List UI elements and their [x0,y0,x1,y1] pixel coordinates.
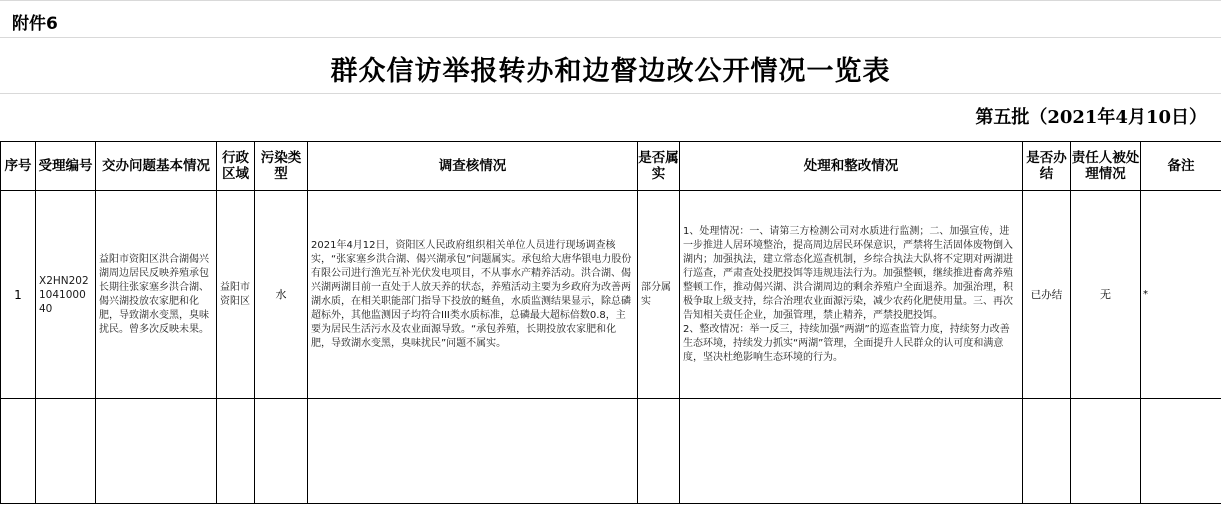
header-region: 行政区域 [217,142,255,191]
cell-no: 1 [1,191,36,399]
cell-case-no: X2HN202104100040 [36,191,96,399]
empty-cell [1141,399,1221,504]
table-header-row [1,142,1221,191]
empty-cell [638,399,680,504]
batch-label: 第五批（2021年4月10日） [975,107,1207,128]
header-accountability: 责任人被处理情况 [1071,142,1141,191]
cell-remarks: * [1141,191,1221,399]
header-handling: 处理和整改情况 [680,142,1023,191]
header-investigation: 调查核情况 [308,142,638,191]
cell-closed: 已办结 [1023,191,1071,399]
empty-cell [255,399,308,504]
cell-pollution: 水 [255,191,308,399]
cell-handling [680,191,1023,399]
cell-problem: 益阳市资阳区洪合湖偈兴湖周边居民反映养殖承包长期往张家塞乡洪合湖、偈兴湖投放农家肥和化肥，导致湖水变黑，臭味扰民。曾多次反映未果。 [96,191,217,399]
page-title: 群众信访举报转办和边督边改公开情况一览表 [330,56,891,87]
empty-cell [217,399,255,504]
empty-cell [308,399,638,504]
handling-part-2: 2、整改情况：举一反三，持续加强“两湖”的巡查监管力度，持续努力改善生态环境，持续发力抓实“两湖”管理，全面提升人民群众的认可度和满意度，坚决杜绝影响生态环境的行为。 [683,323,1010,363]
header-verified: 是否属实 [638,142,680,191]
empty-cell [680,399,1023,504]
cell-region: 益阳市资阳区 [217,191,255,399]
empty-cell [1,399,36,504]
cell-accountability: 无 [1071,191,1141,399]
empty-cell [96,399,217,504]
empty-cell [36,399,96,504]
cell-verified: 部分属实 [638,191,680,399]
cell-investigation: 2021年4月12日，资阳区人民政府组织相关单位人员进行现场调查核实，“张家塞乡洪合湖、偈兴湖承包”问题属实。承包给大唐华银电力股份有限公司进行渔光互补光伏发电项目，不从事水产精养活动。洪合湖、偈兴湖两湖目前一直处于人放天养的状态，养殖活动主要为乡政府为改善两湖水质，在相关职能部门指导下投放的鲢鱼，水质监测结果显示，除总磷超标外，其他监测因子均符合III类水质标准，总磷最大超标倍数0.8，主要为居民生活污水及农业面源导致。“承包养殖，长期投放农家肥和化肥，导致湖水变黑，臭味扰民”问题不属实。 [308,191,638,399]
handling-part-1: 1、处理情况：一、请第三方检测公司对水质进行监测；二、加强宣传，进一步推进人居环境整治，提高周边居民环保意识，严禁将生活固体废物倒入湖内；加强执法，建立常态化巡查机制，乡综合执法大队将不定期对两湖进行巡查，严肃查处投肥投饵等违规违法行为。加强整顿，继续推进畜禽养殖整顿工作，推动偈兴湖、洪合湖周边的剩余养殖户全面退养。加强治理，积极争取上级支持，综合治理农业面源污染，减少农药化肥使用量。三、再次告知相关责任企业，加强管理，禁止精养，严禁投肥投饵。 [683,225,1013,321]
header-closed: 是否办结 [1023,142,1071,191]
empty-cell [1071,399,1141,504]
annex-label: 附件6 [12,14,58,34]
empty-cell [1023,399,1071,504]
header-case-no: 受理编号 [36,142,96,191]
header-problem: 交办问题基本情况 [96,142,217,191]
header-remarks: 备注 [1141,142,1221,191]
header-pollution: 污染类型 [255,142,308,191]
table-row [1,191,1221,399]
disclosure-table [0,141,1221,504]
table-row-empty [1,399,1221,504]
header-no: 序号 [1,142,36,191]
